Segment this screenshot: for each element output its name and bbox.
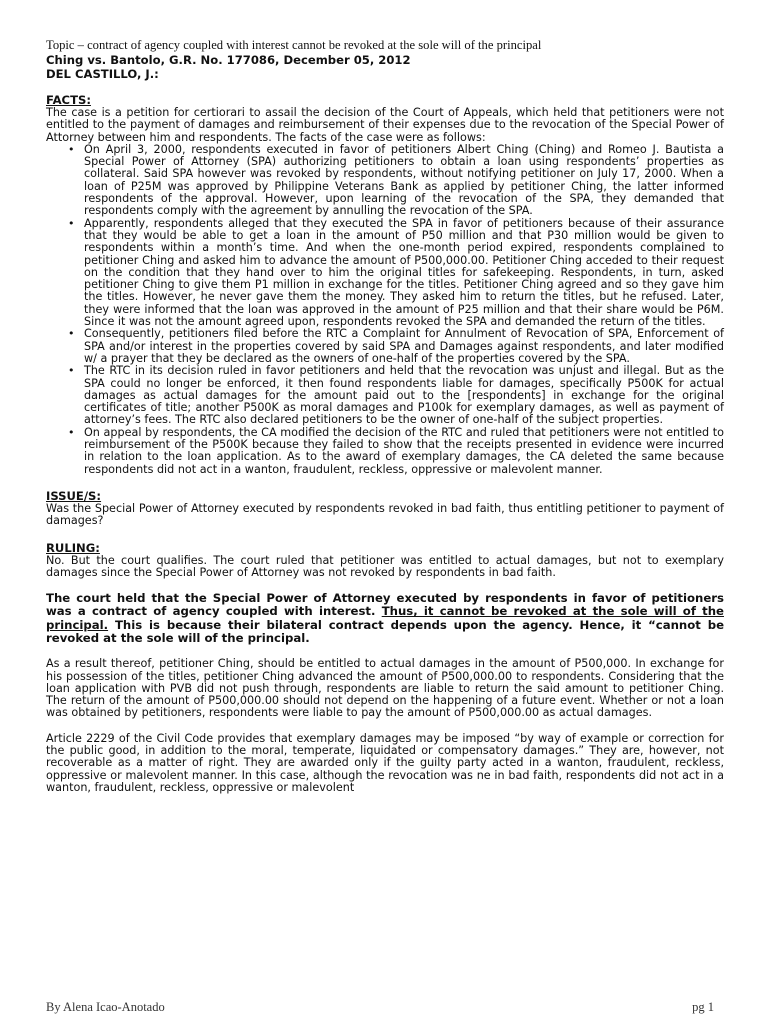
footer-author: By Alena Icao-Anotado bbox=[46, 1000, 165, 1014]
facts-intro: The case is a petition for certiorari to assail the decision of the Court of Appeals, which held that petitioners were not entitled to the payment of damages and reimbursement of their expenses due to the revocation of the Special Power of Attorney between him and respondents. The facts of the case were as follows: bbox=[46, 106, 724, 144]
facts-list bbox=[46, 144, 724, 476]
list-item: • Apparently, respondents alleged that they executed the SPA in favor of petitioners because of their assurance that they would be able to get a loan in the amount of P50 million and that P30 million would be given to respondents within a month’s time. And when the one-month period expired, respondents complained to petitioner Ching and asked him to advance the amount of P500,000.00. Petitioner Ching acceded to their request on the condition that they hand over to him the original titles for safekeeping. Respondents, in turn, asked petitioner Ching to give them P1 million in exchange for the titles. Petitioner Ching agreed and so they gave him the titles. However, he never gave them the money. They asked him to return the titles, but he refused. Later, they were informed that the loan was approved in the amount of P25 million and that their share would be P6M. Since it was not the amount agreed upon, respondents revoked the SPA and demanded the return of the titles. bbox=[84, 218, 724, 329]
holding-part-1: The court held that the Special Power of Attorney executed by respondents in favor of petitioners was a contract of agency coupled with interest. bbox=[46, 591, 724, 619]
ruling-summary: No. But the court qualifies. The court ruled that petitioner was entitled to actual damages, but not to exemplary damages since the Special Power of Attorney was not revoked by respondents in bad faith. bbox=[46, 553, 724, 579]
list-item: • On April 3, 2000, respondents executed in favor of petitioners Albert Ching (Ching) and Romeo J. Bautista a Special Power of Attorney (SPA) authorizing petitioners to obtain a loan using respondents’ properties as collateral. Said SPA however was revoked by respondents, without notifying petitioner on July 17, 2000. When a loan of P25M was approved by Philippine Veterans Bank as applied by petitioner Ching, the latter informed respondents of the approval. However, upon learning of the revocation of the SPA, they demanded that respondents comply with the agreement by annulling the revocation of the SPA. bbox=[84, 144, 724, 218]
ruling-heading: RULING: bbox=[46, 540, 100, 555]
holding-underlined: Thus, it cannot be revoked at the sole will of the principal. bbox=[46, 604, 724, 632]
ruling-holding bbox=[46, 592, 724, 645]
list-item: • On appeal by respondents, the CA modified the decision of the RTC and ruled that petitioners were not entitled to reimbursement of the P500K because they failed to show that the receipts presented in evidence were incurred in relation to the loan application. As to the award of exemplary damages, the CA deleted the same because respondents did not act in a wanton, fraudulent, reckless, oppressive or malevolent manner. bbox=[84, 427, 724, 476]
page-number: pg 1 bbox=[692, 1000, 714, 1014]
holding-part-2: This is because their bilateral contract depends upon the agency. Hence, it “cannot be revoked at the sole will of the principal. bbox=[46, 617, 724, 645]
issue-heading: ISSUE/S: bbox=[46, 488, 102, 503]
topic-line: Topic – contract of agency coupled with interest cannot be revoked at the sole will of the principal bbox=[46, 38, 542, 52]
facts-heading: FACTS: bbox=[46, 93, 91, 107]
issue-text: Was the Special Power of Attorney executed by respondents revoked in bad faith, thus entitling petitioner to payment of damages? bbox=[46, 501, 724, 528]
list-item: • Consequently, petitioners filed before the RTC a Complaint for Annulment of Revocation of SPA, Enforcement of SPA and/or interest in the properties covered by said SPA and Damages against respondents, and later modified w/ a prayer that they be declared as the owners of one-half of the properties covered by the SPA. bbox=[84, 328, 724, 365]
list-item: • The RTC in its decision ruled in favor petitioners and held that the revocation was unjust and illegal. But as the SPA could no longer be enforced, it then found respondents liable for damages, specifically P500K for actual damages as actual damages for the amount paid out to the [respondents] in exchange for the original certificates of title; another P500K as moral damages and P100k for exemplary damages, as well as payment of attorney’s fees. The RTC also declared petitioners to be the owner of one-half of the subject properties. bbox=[84, 365, 724, 426]
case-title: Ching vs. Bantolo, G.R. No. 177086, December 05, 2012 bbox=[46, 53, 411, 67]
article-2229-paragraph: Article 2229 of the Civil Code provides that exemplary damages may be imposed “by way of example or correction for the public good, in addition to the moral, temperate, liquidated or compensatory damages.” They are, however, not recoverable as a matter of right. They are awarded only if the guilty party acted in a wanton, fraudulent, reckless, oppressive or malevolent manner. In this case, although the revocation was ne in bad faith, respondents did not act in a wanton, fraudulent, reckless, oppressive or malevolent bbox=[46, 731, 724, 794]
ponente: DEL CASTILLO, J.: bbox=[46, 67, 159, 81]
actual-damages-paragraph: As a result thereof, petitioner Ching, should be entitled to actual damages in the amount of P500,000. In exchange for his possession of the titles, petitioner Ching advanced the amount of P500,000.00 to respondents. Considering that the loan application with PVB did not push through, respondents are liable to return the said amount to petitioner Ching. The return of the amount of P500,000.00 should not depend on the happening of a future event. Whether or not a loan was obtained by petitioners, respondents were liable to pay the amount of P500,000.00 as actual damages. bbox=[46, 657, 724, 720]
document-body bbox=[46, 38, 724, 794]
